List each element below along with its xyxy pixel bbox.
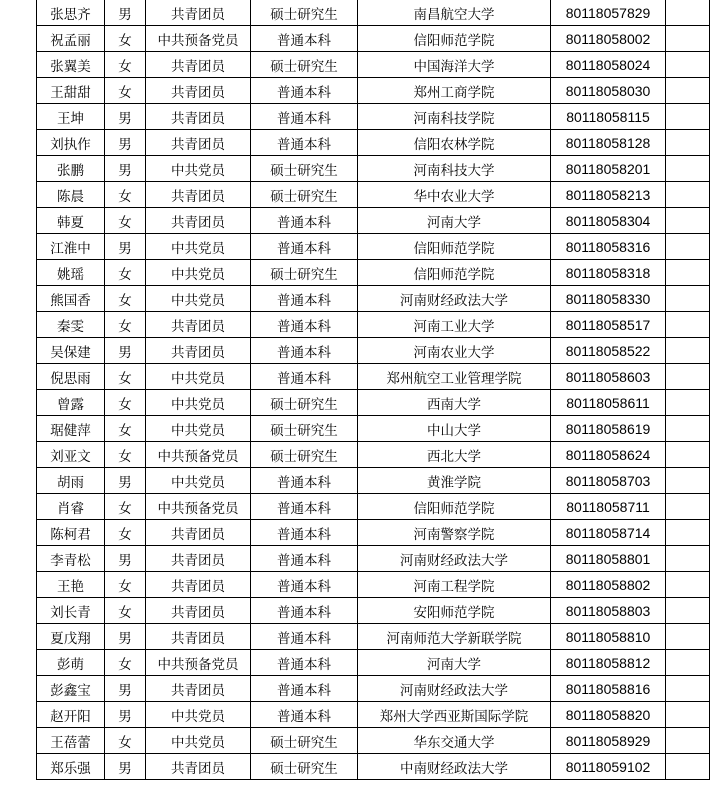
blank-cell (666, 78, 710, 104)
school-cell: 河南财经政法大学 (358, 676, 551, 702)
table-row (37, 338, 710, 364)
candidate-id-cell: 80118058115 (551, 104, 666, 130)
school-cell: 西南大学 (358, 390, 551, 416)
table-row (37, 286, 710, 312)
candidate-id-cell: 80118058002 (551, 26, 666, 52)
table-row (37, 650, 710, 676)
candidate-table (36, 0, 710, 780)
gender-cell: 女 (105, 442, 146, 468)
candidate-id-cell: 80118058624 (551, 442, 666, 468)
name-cell: 张鹏 (37, 156, 105, 182)
name-cell: 陈晨 (37, 182, 105, 208)
candidate-id-cell: 80118058330 (551, 286, 666, 312)
education-cell: 普通本科 (251, 520, 358, 546)
education-cell: 普通本科 (251, 468, 358, 494)
candidate-id-cell: 80118058929 (551, 728, 666, 754)
gender-cell: 女 (105, 26, 146, 52)
table-row (37, 754, 710, 780)
name-cell: 彭鑫宝 (37, 676, 105, 702)
table-row (37, 728, 710, 754)
table-row (37, 572, 710, 598)
blank-cell (666, 494, 710, 520)
education-cell: 普通本科 (251, 104, 358, 130)
name-cell: 祝孟丽 (37, 26, 105, 52)
blank-cell (666, 260, 710, 286)
table-row (37, 260, 710, 286)
political-status-cell: 中共党员 (146, 390, 251, 416)
school-cell: 华中农业大学 (358, 182, 551, 208)
blank-cell (666, 572, 710, 598)
school-cell: 中山大学 (358, 416, 551, 442)
name-cell: 吴保建 (37, 338, 105, 364)
candidate-id-cell: 80118058611 (551, 390, 666, 416)
blank-cell (666, 364, 710, 390)
education-cell: 硕士研究生 (251, 156, 358, 182)
candidate-id-cell: 80118058128 (551, 130, 666, 156)
blank-cell (666, 52, 710, 78)
gender-cell: 女 (105, 494, 146, 520)
blank-cell (666, 546, 710, 572)
table-row (37, 104, 710, 130)
school-cell: 河南师范大学新联学院 (358, 624, 551, 650)
candidate-id-cell: 80118058703 (551, 468, 666, 494)
candidate-id-cell: 80118058714 (551, 520, 666, 546)
blank-cell (666, 390, 710, 416)
gender-cell: 女 (105, 390, 146, 416)
gender-cell: 男 (105, 702, 146, 728)
gender-cell: 女 (105, 52, 146, 78)
candidate-id-cell: 80118058522 (551, 338, 666, 364)
political-status-cell: 中共党员 (146, 728, 251, 754)
blank-cell (666, 650, 710, 676)
political-status-cell: 共青团员 (146, 0, 251, 26)
gender-cell: 女 (105, 182, 146, 208)
blank-cell (666, 728, 710, 754)
name-cell: 江淮中 (37, 234, 105, 260)
table-row (37, 130, 710, 156)
candidate-id-cell: 80118058816 (551, 676, 666, 702)
table-row (37, 624, 710, 650)
candidate-id-cell: 80118058802 (551, 572, 666, 598)
political-status-cell: 共青团员 (146, 104, 251, 130)
table-row (37, 546, 710, 572)
education-cell: 普通本科 (251, 650, 358, 676)
education-cell: 普通本科 (251, 494, 358, 520)
political-status-cell: 中共党员 (146, 156, 251, 182)
political-status-cell: 共青团员 (146, 312, 251, 338)
school-cell: 河南科技大学 (358, 156, 551, 182)
gender-cell: 男 (105, 676, 146, 702)
blank-cell (666, 312, 710, 338)
political-status-cell: 共青团员 (146, 546, 251, 572)
blank-cell (666, 416, 710, 442)
name-cell: 王坤 (37, 104, 105, 130)
gender-cell: 男 (105, 156, 146, 182)
name-cell: 韩夏 (37, 208, 105, 234)
school-cell: 信阳师范学院 (358, 26, 551, 52)
school-cell: 河南工程学院 (358, 572, 551, 598)
education-cell: 普通本科 (251, 702, 358, 728)
gender-cell: 男 (105, 130, 146, 156)
blank-cell (666, 130, 710, 156)
blank-cell (666, 104, 710, 130)
education-cell: 普通本科 (251, 572, 358, 598)
candidate-id-cell: 80118057829 (551, 0, 666, 26)
candidate-id-cell: 80118058213 (551, 182, 666, 208)
political-status-cell: 共青团员 (146, 52, 251, 78)
political-status-cell: 共青团员 (146, 78, 251, 104)
table-row (37, 702, 710, 728)
school-cell: 西北大学 (358, 442, 551, 468)
name-cell: 张翼美 (37, 52, 105, 78)
blank-cell (666, 182, 710, 208)
candidate-id-cell: 80118059102 (551, 754, 666, 780)
table-row (37, 208, 710, 234)
school-cell: 信阳师范学院 (358, 494, 551, 520)
school-cell: 河南警察学院 (358, 520, 551, 546)
candidate-id-cell: 80118058024 (551, 52, 666, 78)
name-cell: 赵开阳 (37, 702, 105, 728)
education-cell: 硕士研究生 (251, 416, 358, 442)
candidate-id-cell: 80118058820 (551, 702, 666, 728)
table-row (37, 676, 710, 702)
blank-cell (666, 442, 710, 468)
education-cell: 普通本科 (251, 26, 358, 52)
blank-cell (666, 26, 710, 52)
school-cell: 河南工业大学 (358, 312, 551, 338)
political-status-cell: 共青团员 (146, 598, 251, 624)
political-status-cell: 共青团员 (146, 130, 251, 156)
political-status-cell: 中共党员 (146, 260, 251, 286)
candidate-id-cell: 80118058603 (551, 364, 666, 390)
education-cell: 普通本科 (251, 364, 358, 390)
gender-cell: 女 (105, 260, 146, 286)
name-cell: 张思齐 (37, 0, 105, 26)
political-status-cell: 共青团员 (146, 182, 251, 208)
gender-cell: 女 (105, 78, 146, 104)
school-cell: 中南财经政法大学 (358, 754, 551, 780)
education-cell: 硕士研究生 (251, 754, 358, 780)
education-cell: 硕士研究生 (251, 0, 358, 26)
gender-cell: 女 (105, 208, 146, 234)
table-row (37, 182, 710, 208)
education-cell: 硕士研究生 (251, 260, 358, 286)
blank-cell (666, 468, 710, 494)
gender-cell: 女 (105, 598, 146, 624)
name-cell: 刘亚文 (37, 442, 105, 468)
gender-cell: 女 (105, 728, 146, 754)
candidate-id-cell: 80118058812 (551, 650, 666, 676)
blank-cell (666, 624, 710, 650)
name-cell: 彭萌 (37, 650, 105, 676)
table-row (37, 234, 710, 260)
political-status-cell: 共青团员 (146, 624, 251, 650)
political-status-cell: 中共党员 (146, 702, 251, 728)
political-status-cell: 中共党员 (146, 468, 251, 494)
blank-cell (666, 0, 710, 26)
school-cell: 河南农业大学 (358, 338, 551, 364)
political-status-cell: 中共党员 (146, 416, 251, 442)
name-cell: 夏戊翔 (37, 624, 105, 650)
political-status-cell: 中共预备党员 (146, 650, 251, 676)
political-status-cell: 中共党员 (146, 364, 251, 390)
education-cell: 普通本科 (251, 598, 358, 624)
school-cell: 华东交通大学 (358, 728, 551, 754)
education-cell: 普通本科 (251, 546, 358, 572)
blank-cell (666, 702, 710, 728)
name-cell: 秦雯 (37, 312, 105, 338)
political-status-cell: 共青团员 (146, 572, 251, 598)
name-cell: 倪思雨 (37, 364, 105, 390)
table-row (37, 598, 710, 624)
name-cell: 陈柯君 (37, 520, 105, 546)
blank-cell (666, 754, 710, 780)
gender-cell: 男 (105, 104, 146, 130)
candidate-table-sheet (36, 0, 709, 780)
school-cell: 中国海洋大学 (358, 52, 551, 78)
education-cell: 普通本科 (251, 208, 358, 234)
name-cell: 胡雨 (37, 468, 105, 494)
table-row (37, 520, 710, 546)
gender-cell: 女 (105, 572, 146, 598)
name-cell: 姚瑶 (37, 260, 105, 286)
education-cell: 普通本科 (251, 78, 358, 104)
political-status-cell: 共青团员 (146, 208, 251, 234)
gender-cell: 女 (105, 520, 146, 546)
school-cell: 河南财经政法大学 (358, 286, 551, 312)
table-body (37, 0, 710, 780)
table-row (37, 156, 710, 182)
table-row (37, 78, 710, 104)
table-row (37, 468, 710, 494)
name-cell: 刘执作 (37, 130, 105, 156)
school-cell: 河南大学 (358, 208, 551, 234)
education-cell: 普通本科 (251, 338, 358, 364)
gender-cell: 女 (105, 416, 146, 442)
table-row (37, 390, 710, 416)
school-cell: 黄淮学院 (358, 468, 551, 494)
name-cell: 肖睿 (37, 494, 105, 520)
candidate-id-cell: 80118058304 (551, 208, 666, 234)
school-cell: 河南大学 (358, 650, 551, 676)
name-cell: 王艳 (37, 572, 105, 598)
school-cell: 河南科技学院 (358, 104, 551, 130)
school-cell: 河南财经政法大学 (358, 546, 551, 572)
education-cell: 普通本科 (251, 286, 358, 312)
blank-cell (666, 520, 710, 546)
name-cell: 王蓓蕾 (37, 728, 105, 754)
candidate-id-cell: 80118058803 (551, 598, 666, 624)
education-cell: 硕士研究生 (251, 442, 358, 468)
table-row (37, 364, 710, 390)
gender-cell: 男 (105, 624, 146, 650)
political-status-cell: 中共预备党员 (146, 494, 251, 520)
gender-cell: 男 (105, 754, 146, 780)
candidate-id-cell: 80118058517 (551, 312, 666, 338)
candidate-id-cell: 80118058619 (551, 416, 666, 442)
name-cell: 刘长青 (37, 598, 105, 624)
gender-cell: 女 (105, 364, 146, 390)
political-status-cell: 共青团员 (146, 676, 251, 702)
gender-cell: 男 (105, 0, 146, 26)
table-row (37, 26, 710, 52)
blank-cell (666, 286, 710, 312)
blank-cell (666, 156, 710, 182)
political-status-cell: 中共预备党员 (146, 442, 251, 468)
education-cell: 普通本科 (251, 676, 358, 702)
gender-cell: 男 (105, 338, 146, 364)
gender-cell: 女 (105, 312, 146, 338)
candidate-id-cell: 80118058201 (551, 156, 666, 182)
name-cell: 郑乐强 (37, 754, 105, 780)
name-cell: 熊国香 (37, 286, 105, 312)
school-cell: 郑州大学西亚斯国际学院 (358, 702, 551, 728)
education-cell: 硕士研究生 (251, 390, 358, 416)
gender-cell: 男 (105, 546, 146, 572)
candidate-id-cell: 80118058711 (551, 494, 666, 520)
name-cell: 琚健萍 (37, 416, 105, 442)
table-row (37, 312, 710, 338)
table-row (37, 52, 710, 78)
gender-cell: 男 (105, 234, 146, 260)
political-status-cell: 中共预备党员 (146, 26, 251, 52)
table-row (37, 442, 710, 468)
education-cell: 硕士研究生 (251, 728, 358, 754)
education-cell: 普通本科 (251, 624, 358, 650)
name-cell: 王甜甜 (37, 78, 105, 104)
blank-cell (666, 338, 710, 364)
blank-cell (666, 676, 710, 702)
school-cell: 信阳师范学院 (358, 234, 551, 260)
gender-cell: 男 (105, 468, 146, 494)
table-row (37, 416, 710, 442)
education-cell: 普通本科 (251, 130, 358, 156)
political-status-cell: 中共党员 (146, 286, 251, 312)
gender-cell: 女 (105, 286, 146, 312)
education-cell: 硕士研究生 (251, 182, 358, 208)
candidate-id-cell: 80118058030 (551, 78, 666, 104)
education-cell: 硕士研究生 (251, 52, 358, 78)
candidate-id-cell: 80118058316 (551, 234, 666, 260)
table-row (37, 494, 710, 520)
name-cell: 李青松 (37, 546, 105, 572)
name-cell: 曾露 (37, 390, 105, 416)
political-status-cell: 共青团员 (146, 520, 251, 546)
political-status-cell: 共青团员 (146, 754, 251, 780)
school-cell: 信阳农林学院 (358, 130, 551, 156)
school-cell: 郑州工商学院 (358, 78, 551, 104)
education-cell: 普通本科 (251, 234, 358, 260)
candidate-id-cell: 80118058810 (551, 624, 666, 650)
table-row (37, 0, 710, 26)
political-status-cell: 中共党员 (146, 234, 251, 260)
blank-cell (666, 598, 710, 624)
gender-cell: 女 (105, 650, 146, 676)
blank-cell (666, 208, 710, 234)
school-cell: 南昌航空大学 (358, 0, 551, 26)
candidate-id-cell: 80118058801 (551, 546, 666, 572)
education-cell: 普通本科 (251, 312, 358, 338)
candidate-id-cell: 80118058318 (551, 260, 666, 286)
school-cell: 安阳师范学院 (358, 598, 551, 624)
blank-cell (666, 234, 710, 260)
political-status-cell: 共青团员 (146, 338, 251, 364)
school-cell: 信阳师范学院 (358, 260, 551, 286)
school-cell: 郑州航空工业管理学院 (358, 364, 551, 390)
